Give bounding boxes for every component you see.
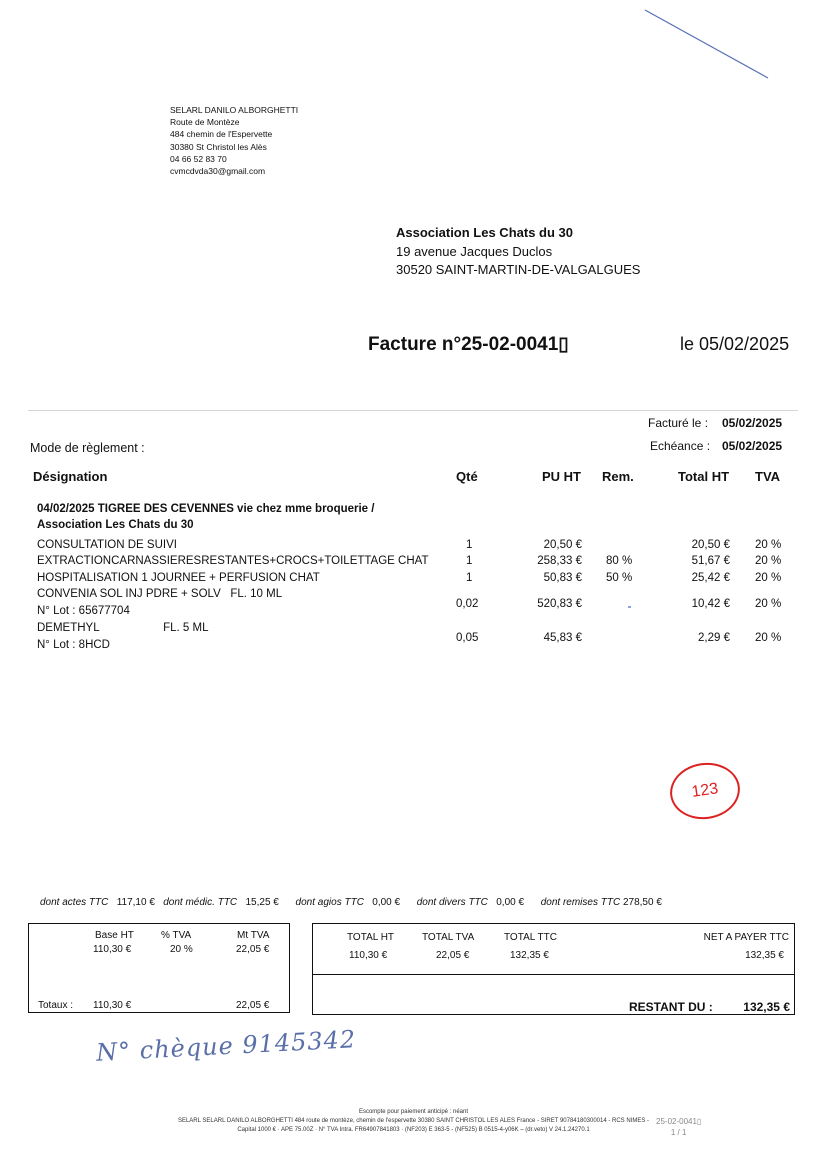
agios-value: 0,00 € <box>372 897 401 908</box>
row-total: 20,50 € <box>691 539 730 551</box>
sender-email: cvmcdvda30@gmail.com <box>170 166 266 177</box>
vat-rate: 20 % <box>170 944 193 955</box>
footer-reference <box>656 1116 701 1138</box>
row-total: 51,67 € <box>691 555 730 567</box>
sender-line1: Route de Montèze <box>170 117 240 128</box>
divers-value: 0,00 € <box>496 897 525 908</box>
row-pu: 520,83 € <box>537 598 582 610</box>
row-designation: EXTRACTIONCARNASSIERESRESTANTES+CROCS+TOILETTAGE CHAT <box>37 555 429 567</box>
sender-line2: 484 chemin de l'Espervette <box>170 129 273 140</box>
totals-box <box>312 923 795 1015</box>
billed-date-label: Facturé le : <box>648 416 709 430</box>
summary-line <box>40 897 662 908</box>
header-rem: Rem. <box>602 469 634 484</box>
footer-line3: Capital 1000 € · APE 75.00Z · N° TVA Intra. FR64907841803 · (NF203) E 363-5 - (NF525) B 0515-4-y06K – (dr.veto) V 24.1.24270.1 <box>237 1127 590 1133</box>
row-tva: 20 % <box>755 572 782 584</box>
total-tva-label: TOTAL TVA <box>422 932 475 943</box>
handwritten-cheque-number: N° chèque 9145342 <box>95 1025 357 1067</box>
total-ttc: 132,35 € <box>510 950 549 961</box>
sender-name: SELARL DANILO ALBORGHETTI <box>170 105 299 115</box>
remaining-label: RESTANT DU : <box>629 1000 713 1014</box>
vat-totals-amount: 22,05 € <box>236 1000 270 1011</box>
billed-date-value: 05/02/2025 <box>722 416 783 430</box>
row-pu: 50,83 € <box>543 572 582 584</box>
total-ht-label: TOTAL HT <box>347 932 395 943</box>
row-lot: N° Lot : 8HCD <box>37 639 110 651</box>
header-pu: PU HT <box>542 469 581 484</box>
remaining-amount: 132,35 € <box>743 1000 790 1014</box>
row-tva: 20 % <box>755 555 782 567</box>
total-ht: 110,30 € <box>349 950 388 961</box>
divider <box>28 410 798 411</box>
block-title-line2: Association Les Chats du 30 <box>37 519 194 531</box>
row-tva: 20 % <box>755 539 782 551</box>
row-total: 25,42 € <box>691 572 730 584</box>
sender-phone: 04 66 52 83 70 <box>170 153 227 164</box>
header-designation: Désignation <box>33 469 108 484</box>
recipient-city: 30520 SAINT-MARTIN-DE-VALGALGUES <box>396 262 641 277</box>
total-tva: 22,05 € <box>436 950 470 961</box>
row-qte: 1 <box>466 539 473 551</box>
table-row <box>0 622 827 654</box>
remises-label: dont remises TTC <box>540 897 621 908</box>
consultation-block-title <box>37 501 374 533</box>
row-designation: CONVENIA SOL INJ PDRE + SOLV FL. 10 ML <box>37 588 283 600</box>
agios-label: dont agios TTC <box>295 897 364 908</box>
row-qte: 0,02 <box>456 598 479 610</box>
row-designation: DEMETHYL FL. 5 ML <box>37 622 209 634</box>
invoice-title: Facture n°25-02-0041▯ <box>368 334 569 355</box>
ink-dot <box>628 606 631 608</box>
row-pu: 45,83 € <box>543 632 582 644</box>
footer-invoice-ref: 25-02-0041▯ <box>656 1117 702 1126</box>
payment-mode-label: Mode de règlement : <box>30 441 145 455</box>
row-pu: 258,33 € <box>537 555 582 567</box>
handwritten-number-stamp: 123 <box>666 758 743 823</box>
header-qte: Qté <box>456 469 478 484</box>
actes-value: 117,10 € <box>116 897 155 908</box>
row-rem: 80 % <box>606 555 633 567</box>
row-designation: CONSULTATION DE SUIVI <box>37 539 177 551</box>
sender-address <box>170 104 298 177</box>
row-qte: 1 <box>466 555 473 567</box>
block-title-line1: 04/02/2025 TIGREE DES CEVENNES vie chez mme broquerie / <box>37 503 375 515</box>
total-ttc-label: TOTAL TTC <box>504 932 557 943</box>
row-pu: 20,50 € <box>543 539 582 551</box>
row-qte: 1 <box>466 572 473 584</box>
recipient-street: 19 avenue Jacques Duclos <box>396 243 553 259</box>
vat-box <box>28 923 290 1013</box>
row-lot: N° Lot : 65677704 <box>37 605 130 617</box>
divers-label: dont divers TTC <box>416 897 488 908</box>
table-row <box>0 588 827 620</box>
actes-label: dont actes TTC <box>40 897 109 908</box>
row-total: 2,29 € <box>698 632 730 644</box>
footer-page-number: 1 / 1 <box>670 1128 687 1137</box>
scan-line <box>640 6 780 86</box>
row-rem: 50 % <box>606 572 633 584</box>
sender-line3: 30380 St Christol les Alès <box>170 141 267 152</box>
vat-totals-label: Totaux : <box>38 1000 74 1011</box>
footer-line1: Escompte pour paiement anticipé : néant <box>358 1109 469 1115</box>
vat-base-label: Base HT <box>95 930 134 941</box>
invoice-date: le 05/02/2025 <box>680 334 790 354</box>
vat-totals-base: 110,30 € <box>93 1000 132 1011</box>
remises-value: 278,50 € <box>622 897 662 908</box>
row-designation: HOSPITALISATION 1 JOURNEE + PERFUSION CHAT <box>37 572 320 584</box>
header-total: Total HT <box>678 469 730 484</box>
recipient-name: Association Les Chats du 30 <box>396 225 573 240</box>
row-total: 10,42 € <box>691 598 730 610</box>
net-to-pay-label: NET A PAYER TTC <box>703 932 789 943</box>
vat-rate-label: % TVA <box>161 930 192 941</box>
net-to-pay: 132,35 € <box>745 950 784 961</box>
due-date-label: Echéance : <box>650 439 711 453</box>
medic-value: 15,25 € <box>245 897 279 908</box>
row-tva: 20 % <box>755 598 782 610</box>
recipient-address <box>396 224 640 280</box>
row-qte: 0,05 <box>456 632 479 644</box>
medic-label: dont médic. TTC <box>163 897 238 908</box>
footer-legal <box>0 1108 827 1135</box>
vat-amount-label: Mt TVA <box>237 930 270 941</box>
row-tva: 20 % <box>755 632 782 644</box>
header-tva: TVA <box>755 469 781 484</box>
footer-line2: SELARL SELARL DANILO ALBORGHETTI 484 route de montèze, chemin de l'espervette 30380 SAINT CHRISTOL LES ALES France - SIRET 90784180300014 - RCS NIMES - <box>177 1118 650 1124</box>
vat-base: 110,30 € <box>93 944 132 955</box>
totals-divider <box>313 974 794 975</box>
due-date-value: 05/02/2025 <box>722 439 783 453</box>
vat-amount: 22,05 € <box>236 944 270 955</box>
